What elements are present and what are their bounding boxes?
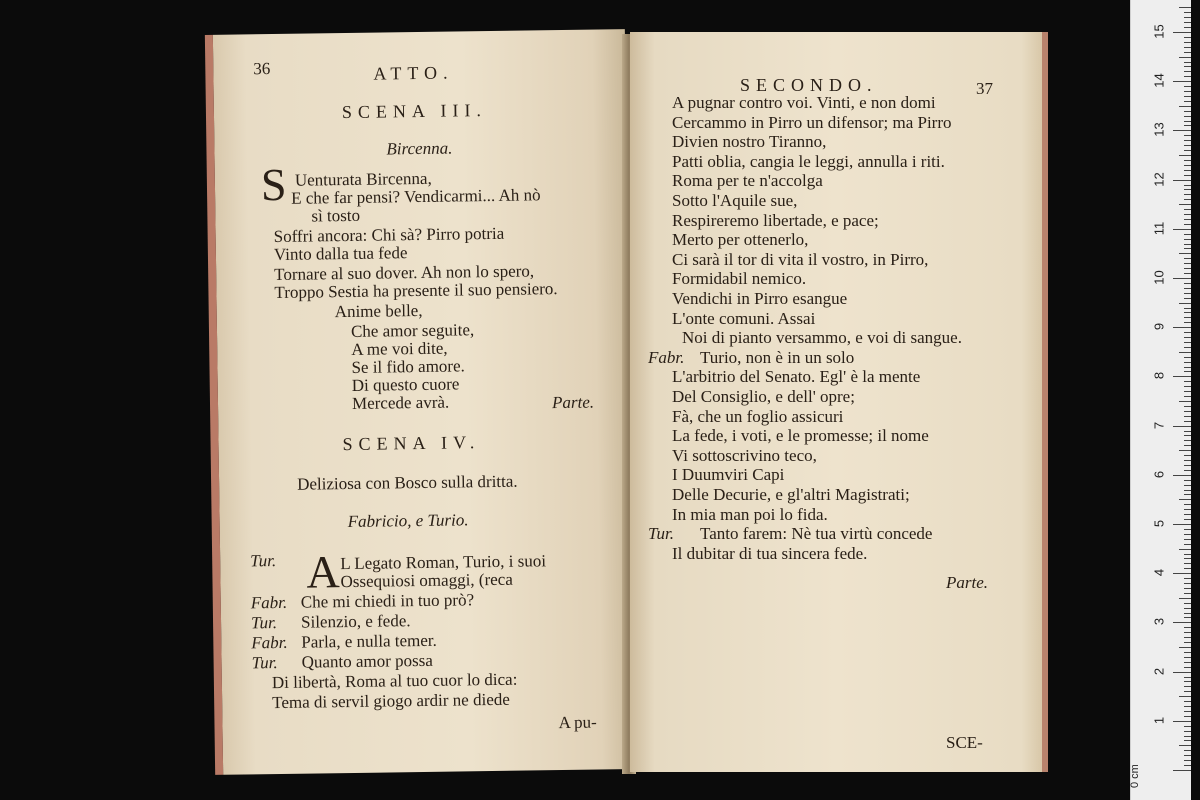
ruler-tick [1173,672,1191,673]
ruler-tick [1184,12,1191,13]
aria-line: Di questo cuore [351,374,460,395]
ruler-tick [1184,740,1191,741]
ruler-tick [1184,357,1191,358]
verse-line: Ci sarà il tor di vita il vostro, in Pirro, [672,249,929,269]
speaker-label: Fabr. [250,592,288,613]
verse-line: Fà, che un foglio assicuri [672,406,844,426]
ruler-tick [1184,509,1191,510]
ruler-tick [1184,391,1191,392]
drop-cap: S [260,158,287,211]
ruler-tick [1184,691,1191,692]
ruler-tick [1184,534,1191,535]
scene-title: SCENA III. [341,100,488,123]
ruler-tick [1184,726,1191,727]
exit-note: Parte. [946,573,989,592]
ruler-tick [1184,367,1191,368]
verse-line: L'arbitrio del Senato. Egl' è la mente [672,367,921,387]
ruler-tick [1184,125,1191,126]
ruler-tick [1184,150,1191,151]
ruler-tick [1184,627,1191,628]
verse-line: Cercammo in Pirro un difensor; ma Pirro [672,112,952,132]
right-page [630,32,1048,772]
ruler-tick [1184,411,1191,412]
ruler-tick [1184,504,1191,505]
ruler-number: 7 [1151,421,1167,429]
ruler-tick [1179,450,1191,451]
ruler-tick [1184,539,1191,540]
ruler-tick [1184,37,1191,38]
ruler-number: 2 [1151,667,1167,675]
ruler-tick [1184,317,1191,318]
ruler-tick [1184,312,1191,313]
ruler-tick [1184,608,1191,609]
ruler-tick [1184,750,1191,751]
ruler-tick [1184,224,1191,225]
ruler-tick [1173,229,1191,230]
verse-line: Divien nostro Tiranno, [672,132,827,152]
ruler-tick [1184,17,1191,18]
ruler-tick [1179,303,1191,304]
ruler-tick [1179,401,1191,402]
dialogue-line: L Legato Roman, Turio, i suoi [340,551,547,574]
ruler-tick [1184,652,1191,653]
ruler-tick [1184,396,1191,397]
ruler-tick [1184,455,1191,456]
ruler-tick [1184,248,1191,249]
ruler-tick [1184,578,1191,579]
ruler-tick [1184,470,1191,471]
ruler-tick [1184,244,1191,245]
dialogue-line: Parla, e nulla temer. [301,630,437,652]
ruler-tick [1184,96,1191,97]
left-page [205,29,635,775]
ruler-tick [1184,66,1191,67]
verse-line: Vinto dalla tua fede [273,243,408,265]
dialogue-line: Quanto amor possa [301,650,434,672]
ruler-tick [1173,475,1191,476]
ruler-tick [1184,386,1191,387]
drop-cap-2: A [306,546,340,598]
verse-line: Tanto farem: Nè tua virtù concede [700,524,933,544]
ruler-tick [1184,632,1191,633]
running-head: ATTO. [373,62,454,84]
ruler-tick [1184,101,1191,102]
ruler-number: 1 [1151,716,1167,724]
ruler-tick [1184,603,1191,604]
verse-line: sì tosto [311,205,361,226]
verse-line: Vendichi in Pirro esangue [672,289,848,308]
ruler-number: 15 [1151,24,1167,39]
ruler-tick [1184,465,1191,466]
ruler-tick [1179,155,1191,156]
aria-line: Che amor seguite, [350,320,475,341]
ruler-number: 10 [1151,270,1167,285]
verse-line: Noi di pianto versammo, e voi di sangue. [682,328,962,348]
ruler-tick [1184,170,1191,171]
ruler-tick [1184,140,1191,141]
speaker-label: Tur. [648,524,674,544]
ruler-number: 5 [1151,519,1167,528]
catchword: A pu- [558,712,597,733]
ruler-tick [1179,549,1191,550]
ruler-tick [1184,322,1191,323]
speaker-label: Tur. [250,551,277,571]
ruler-number: 3 [1151,618,1167,626]
ruler-tick [1184,258,1191,259]
verse-line: L'onte comuni. Assai [672,308,816,328]
verse-line: In mia man poi lo fida. [672,504,828,524]
verse-line: I Duumviri Capi [672,465,785,485]
aria-line: Anime belle, [334,300,423,322]
ruler-tick [1173,770,1191,771]
verse-line: Troppo Sestia ha presente il suo pensiero. [274,279,558,303]
page-number: 36 [253,59,271,79]
ruler-number: 11 [1151,221,1167,236]
ruler-tick [1184,86,1191,87]
ruler-tick [1173,130,1191,131]
measurement-ruler [1130,0,1191,800]
ruler-tick [1184,362,1191,363]
ruler-tick [1184,308,1191,309]
dialogue-line: Tema di servil giogo ardir ne diede [272,689,510,713]
ruler-tick [1184,194,1191,195]
verse-line: Il dubitar di tua sincera fede. [672,543,868,563]
ruler-tick [1184,583,1191,584]
ruler-tick [1184,189,1191,190]
speaker-label: Fabr. [251,632,288,653]
ruler-tick [1184,283,1191,284]
ruler-tick [1184,657,1191,658]
verse-line: Respireremo libertade, e pace; [672,210,879,230]
scene-characters: Fabricio, e Turio. [347,510,469,532]
speaker-heading: Bircenna. [386,138,453,159]
ruler-tick [1184,760,1191,761]
verse-line: Formidabil nemico. [672,269,807,289]
ruler-tick [1184,91,1191,92]
ruler-tick [1184,706,1191,707]
ruler-tick [1184,765,1191,766]
ruler-tick [1184,662,1191,663]
ruler-tick [1184,273,1191,274]
verse-line: Del Consiglio, e dell' opre; [672,387,855,406]
ruler-tick [1184,563,1191,564]
ruler-tick [1179,598,1191,599]
ruler-tick [1184,116,1191,117]
ruler-tick [1184,711,1191,712]
ruler-tick [1184,199,1191,200]
ruler-tick [1184,71,1191,72]
ruler-tick [1184,440,1191,441]
page-number: 37 [976,79,993,98]
ruler-tick [1184,480,1191,481]
ruler-tick [1184,637,1191,638]
verse-line: Roma per te n'accolga [672,171,823,191]
ruler-tick [1173,180,1191,181]
ruler-tick [1179,499,1191,500]
ruler-tick [1184,686,1191,687]
ruler-tick [1184,111,1191,112]
ruler-tick [1184,755,1191,756]
dialogue-line: Di libertà, Roma al tuo cuor lo dica: [271,669,518,693]
ruler-tick [1184,736,1191,737]
ruler-tick [1184,371,1191,372]
catchword: SCE- [946,733,983,752]
ruler-tick [1184,519,1191,520]
verse-line: Uenturata Bircenna, [294,168,432,190]
ruler-number: 8 [1151,372,1167,380]
ruler-tick [1184,342,1191,343]
speaker-label: Tur. [250,613,278,633]
ruler-tick [1184,731,1191,732]
ruler-tick [1184,209,1191,210]
ruler-tick [1184,681,1191,682]
verse-line: E che far pensi? Vendicarmi... Ah nò [291,185,541,208]
verse-line: La fede, i voti, e le promesse; il nome [672,426,929,446]
ruler-tick [1184,288,1191,289]
ruler-tick [1184,613,1191,614]
ruler-tick [1184,460,1191,461]
verse-line: Sotto l'Aquile sue, [672,191,798,210]
ruler-tick [1179,57,1191,58]
ruler-number: 12 [1151,171,1167,187]
verse-line: Vi sottoscrivino teco, [672,445,817,465]
ruler-tick [1179,253,1191,254]
ruler-tick [1184,121,1191,122]
ruler-tick [1184,617,1191,618]
ruler-tick [1184,716,1191,717]
dialogue-line: Che mi chiedi in tuo prò? [300,590,475,612]
ruler-tick [1184,214,1191,215]
ruler-tick [1184,165,1191,166]
verse-line: A pugnar contro voi. Vinti, e non domi [672,93,936,112]
ruler-tick [1184,701,1191,702]
ruler-tick [1173,376,1191,377]
aria-line: Se il fido amore. [351,356,465,377]
ruler-tick [1184,160,1191,161]
ruler-tick [1184,135,1191,136]
ruler-tick [1179,204,1191,205]
ruler-tick [1179,696,1191,697]
ruler-tick [1184,27,1191,28]
speaker-label: Fabr. [648,347,685,367]
ruler-tick [1184,22,1191,23]
ruler-tick [1184,268,1191,269]
verse-line: Delle Decurie, e gl'altri Magistrati; [672,485,910,504]
ruler-tick [1184,234,1191,235]
ruler-number: 13 [1151,122,1167,138]
scene-setting: Deliziosa con Bosco sulla dritta. [297,471,518,494]
ruler-tick [1184,47,1191,48]
ruler-tick [1184,485,1191,486]
dialogue-line: Silenzio, e fede. [300,611,411,632]
ruler-tick [1173,573,1191,574]
ruler-tick [1184,529,1191,530]
ruler-tick [1184,445,1191,446]
ruler-number: 14 [1151,73,1167,88]
ruler-tick [1184,239,1191,240]
verse-line: Tornare al suo dover. Ah non lo spero, [274,261,535,285]
ruler-tick [1173,278,1191,279]
ruler-tick [1184,293,1191,294]
ruler-tick [1184,175,1191,176]
ruler-tick [1184,347,1191,348]
ruler-tick [1184,514,1191,515]
ruler-tick [1173,426,1191,427]
ruler-tick [1184,263,1191,264]
ruler-tick [1184,298,1191,299]
ruler-tick [1184,381,1191,382]
ruler-tick [1173,81,1191,82]
ruler-tick [1173,32,1191,33]
ruler-tick [1179,106,1191,107]
verse-line: Soffri ancora: Chi sà? Pirro potria [273,223,505,247]
ruler-tick [1179,647,1191,648]
ruler-tick [1184,544,1191,545]
ruler-tick [1173,622,1191,623]
ruler-tick [1184,62,1191,63]
ruler-tick [1184,416,1191,417]
ruler-tick [1184,337,1191,338]
ruler-tick [1184,554,1191,555]
speaker-label: Tur. [251,653,278,673]
ruler-tick [1184,494,1191,495]
ruler-number: 6 [1151,470,1167,478]
ruler-tick [1184,185,1191,186]
running-head: SECONDO. [740,75,878,95]
verse-line: Turio, non è in un solo [700,347,855,367]
ruler-tick [1184,568,1191,569]
ruler-tick [1179,352,1191,353]
ruler-tick [1184,642,1191,643]
ruler-tick [1184,435,1191,436]
exit-note: Parte. [551,392,595,413]
ruler-tick [1184,558,1191,559]
ruler-tick [1173,524,1191,525]
ruler-tick [1184,76,1191,77]
dialogue-line: Ossequiosi omaggi, (reca [340,569,513,592]
ruler-tick [1184,588,1191,589]
ruler-tick [1184,421,1191,422]
ruler-tick [1173,327,1191,328]
ruler-unit-label: 0 cm [1129,764,1141,788]
ruler-tick [1184,52,1191,53]
open-book [190,22,1060,772]
verse-line: Merto per ottenerlo, [672,230,809,250]
ruler-tick [1184,42,1191,43]
ruler-tick [1184,219,1191,220]
ruler-tick [1184,677,1191,678]
ruler-tick [1179,7,1191,8]
aria-line: Mercede avrà. [351,392,450,413]
ruler-number: 9 [1151,323,1167,331]
ruler-tick [1184,332,1191,333]
aria-line: A me voi dite, [351,338,448,359]
ruler-tick [1184,145,1191,146]
ruler-tick [1184,593,1191,594]
ruler-number: 4 [1151,569,1167,577]
ruler-tick [1184,406,1191,407]
ruler-tick [1184,490,1191,491]
verse-line: Patti oblia, cangia le leggi, annulla i riti. [672,151,945,171]
ruler-tick [1184,431,1191,432]
ruler-tick [1184,667,1191,668]
ruler-tick [1179,745,1191,746]
scene-title-2: SCENA IV. [342,432,481,455]
ruler-tick [1173,721,1191,722]
